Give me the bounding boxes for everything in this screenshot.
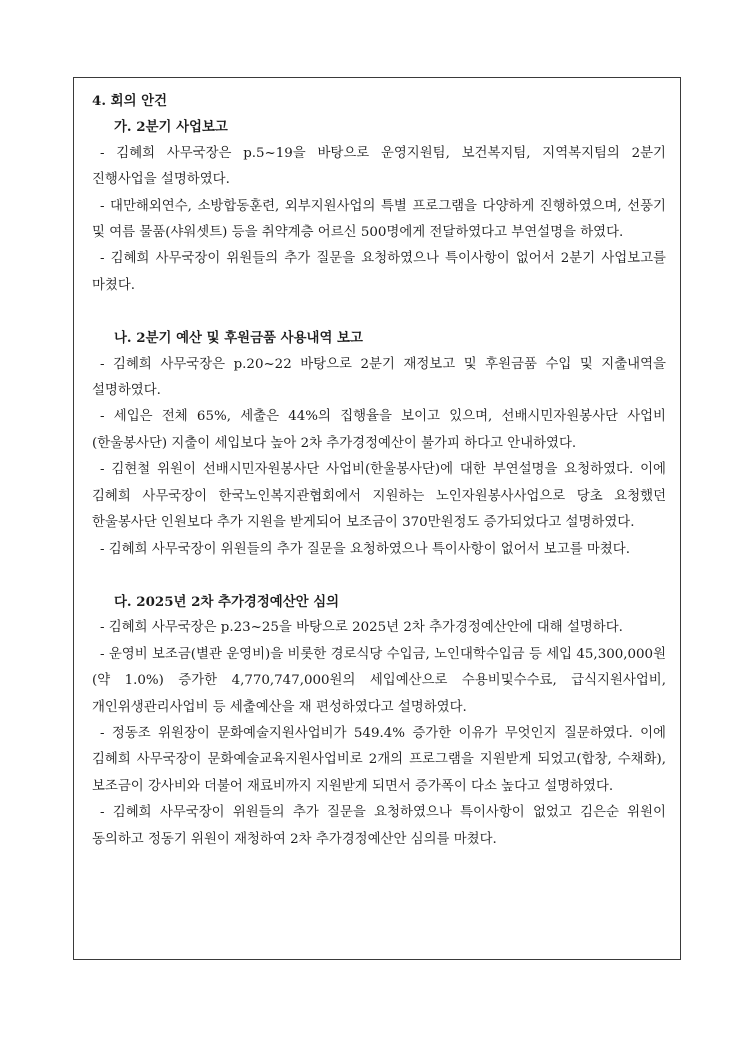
section-heading: 다. 2025년 2차 추가경정예산안 심의: [114, 593, 340, 610]
section-paragraph: - 운영비 보조금(별관 운영비)을 비롯한 경로식당 수입금, 노인대학수입금 등 세입 45,300,000원(약 1.0%) 증가한 4,770,747,000원의 세입예산으로 수용비및수수료, 급식지원사업비, 개인위생관리사업비 등 세출예산을 재 편성하였다고 설명하였다.: [92, 646, 666, 715]
section-paragraph: - 정동조 위원장이 문화예술지원사업비가 549.4% 증가한 이유가 무엇인지 질문하였다. 이에 김혜희 사무국장이 문화예술교육지원사업비로 2개의 프로그램을 지원받게 되었고(합창, 수채화), 보조금이 강사비와 더불어 재료비까지 지원받게 되면서 증가폭이 다소 높다고 설명하였다.: [92, 725, 666, 794]
section-spacer: [92, 563, 666, 589]
section-paragraph: - 김혜희 사무국장은 p.5~19을 바탕으로 운영지원팀, 보건복지팀, 지역복지팀의 2분기 진행사업을 설명하였다.: [92, 145, 666, 188]
section-supplementary-budget-review: [92, 589, 666, 853]
section-spacer: [92, 299, 666, 325]
section-paragraph: - 김혜희 사무국장은 p.23~25을 바탕으로 2025년 2차 추가경정예산안에 대해 설명하다.: [100, 620, 623, 636]
section-paragraph: - 김혜희 사무국장이 위원들의 추가 질문을 요청하였으나 특이사항이 없어서 2분기 사업보고를 마쳤다.: [92, 251, 666, 293]
section-heading: 나. 2분기 예산 및 후원금품 사용내역 보고: [114, 330, 363, 347]
section-heading: 가. 2분기 사업보고: [114, 119, 228, 136]
section-paragraph: - 김혜희 사무국장이 위원들의 추가 질문을 요청하였으나 특이사항이 없어서 보고를 마쳤다.: [100, 541, 630, 557]
section-paragraph: - 김혜희 사무국장이 위원들의 추가 질문을 요청하였으나 특이사항이 없었고 김은순 위원이 동의하고 정동기 위원이 재청하여 2차 추가경정예산안 심의를 마쳤다.: [92, 805, 666, 847]
section-paragraph: - 김현철 위원이 선배시민자원봉사단 사업비(한울봉사단)에 대한 부연설명을 요청하였다. 이에 김혜희 사무국장이 한국노인복지관협회에서 지원하는 노인자원봉사사업으로 당초 요청했던 한울봉사단 인원보다 추가 지원을 받게되어 보조금이 370만원정도 증가되었다고 설명하였다.: [92, 462, 666, 531]
section-paragraph: - 김혜희 사무국장은 p.20~22 바탕으로 2분기 재정보고 및 후원금품 수입 및 지출내역을 설명하였다.: [92, 356, 666, 399]
section-paragraph: - 세입은 전체 65%, 세출은 44%의 집행율을 보이고 있으며, 선배시민자원봉사단 사업비(한울봉사단) 지출이 세입보다 높아 2차 추가경정예산이 불가피 하다고 안내하였다.: [92, 409, 666, 451]
agenda-title: 4. 회의 안건: [92, 93, 168, 109]
section-paragraph: - 대만해외연수, 소방합동훈련, 외부지원사업의 특별 프로그램을 다양하게 진행하였으며, 선풍기 및 여름 물품(샤워셋트) 등을 취약계층 어르신 500명에게 전달하였다고 부연설명을 하였다.: [92, 198, 666, 241]
section-quarterly-business-report: [92, 114, 666, 299]
meeting-minutes-body: [92, 88, 666, 853]
section-quarterly-budget-report: [92, 325, 666, 563]
